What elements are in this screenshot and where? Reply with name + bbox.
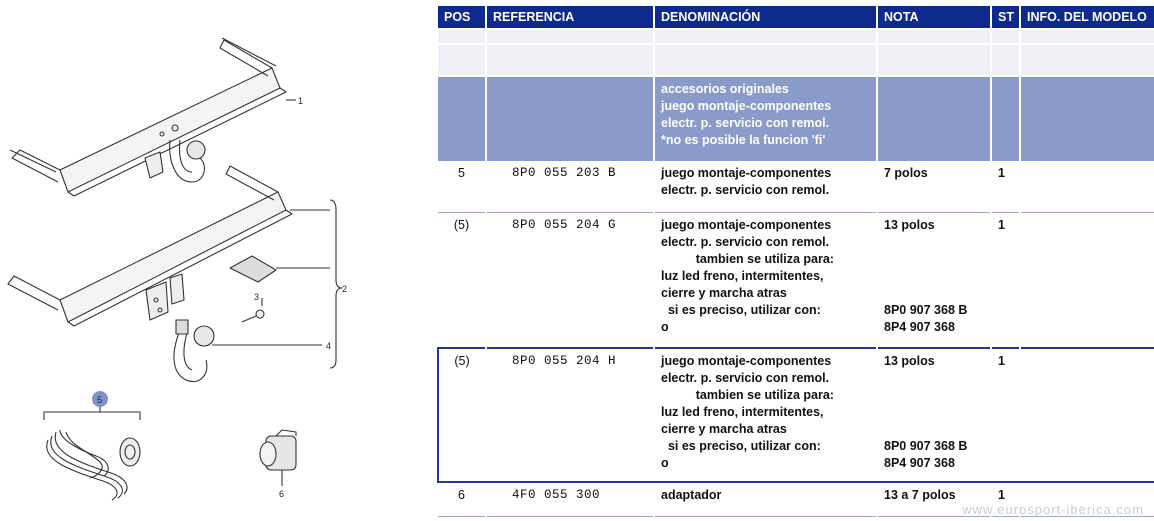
den-line: electr. p. servicio con remol. [661,183,830,197]
nota-line [884,251,984,268]
cell-st: 1 [991,348,1020,482]
cell-ref[interactable]: 8P0 055 204 G [486,212,654,348]
cell-info [1020,212,1154,348]
den-line: tambien se utiliza para: [661,388,834,402]
den-line: o [661,319,669,334]
group-line: juego montaje-componentes [661,99,832,113]
cell-pos: (5) [438,212,486,348]
callout-6: 6 [279,489,285,499]
den-line: juego montaje-componentes [661,166,832,180]
den-line: juego montaje-componentes [661,217,832,232]
callout-3: 3 [254,292,260,302]
nota-line [884,234,984,251]
den-line: adaptador [661,488,722,502]
den-line: si es preciso, utilizar con: [661,439,821,453]
cell-st: 1 [991,482,1020,516]
nota-line [884,421,984,438]
nota-line: 8P0 907 368 B [884,302,968,317]
nota-line: 8P4 907 368 [884,456,955,470]
nota-line: 13 polos [884,354,935,368]
nota-line: 13 polos [884,217,935,232]
group-header-row [438,76,1154,161]
table-row[interactable] [438,161,1154,212]
cell-nota [877,161,991,212]
group-line: accesorios originales [661,82,789,96]
empty-row [438,29,1154,44]
cell-info [1020,161,1154,212]
den-line: juego montaje-componentes [661,354,832,368]
cell-den [654,212,877,348]
wiring-harness-5 [44,404,140,500]
cell-ref[interactable]: 8P0 055 203 B [486,161,654,212]
cell-den [654,482,877,516]
callout-2: 2 [342,284,348,294]
cell-st: 1 [991,161,1020,212]
nota-line: 8P0 907 368 B [884,439,968,453]
header-nota[interactable]: NOTA [877,6,991,29]
nota-line [884,370,984,387]
den-line: electr. p. servicio con remol. [661,234,830,249]
header-referencia[interactable]: REFERENCIA [486,6,654,29]
callout-5: 5 [97,395,103,405]
header-denominacion[interactable]: DENOMINACIÓN [654,6,877,29]
parts-table [437,6,1154,517]
callout-4: 4 [326,341,332,351]
den-line: electr. p. servicio con remol. [661,371,830,385]
cell-pos: (5) [438,348,486,482]
table-header [438,6,1154,29]
cell-info [1020,348,1154,482]
cell-den [654,161,877,212]
cell-ref[interactable]: 4F0 055 300 [486,482,654,516]
nota-line: 7 polos [884,166,928,180]
cell-den [654,348,877,482]
den-line: cierre y marcha atras [661,422,787,436]
tow-bar-2 [8,166,342,382]
header-info-modelo[interactable]: INFO. DEL MODELO [1020,6,1154,29]
cell-nota [877,212,991,348]
cell-ref[interactable]: 8P0 055 204 H [486,348,654,482]
cell-nota [877,348,991,482]
nota-line: 13 a 7 polos [884,488,956,502]
den-line: luz led freno, intermitentes, [661,268,824,283]
header-pos[interactable]: POS [438,6,486,29]
group-description [654,76,877,161]
den-line: o [661,456,669,470]
nota-line [884,404,984,421]
group-line: electr. p. servicio con remol. [661,116,830,130]
adapter-6 [260,430,296,486]
nota-line: 8P4 907 368 [884,319,955,334]
cell-st: 1 [991,212,1020,348]
watermark: www.eurosport-iberica.com [962,502,1144,517]
table-row-selected[interactable] [438,348,1154,482]
tow-bar-1 [10,38,296,196]
empty-row [438,44,1154,76]
cell-pos: 5 [438,161,486,212]
callout-1: 1 [298,96,304,106]
den-line: cierre y marcha atras [661,285,787,300]
group-line: *no es posible la funcion 'fi' [661,133,826,147]
nota-line [884,285,984,302]
header-st[interactable]: ST [991,6,1020,29]
cell-pos: 6 [438,482,486,516]
nota-line [884,387,984,404]
den-line: tambien se utiliza para: [661,251,834,266]
parts-diagram [0,0,430,521]
table-row[interactable] [438,212,1154,348]
nota-line [884,268,984,285]
den-line: si es preciso, utilizar con: [661,302,821,317]
den-line: luz led freno, intermitentes, [661,405,824,419]
